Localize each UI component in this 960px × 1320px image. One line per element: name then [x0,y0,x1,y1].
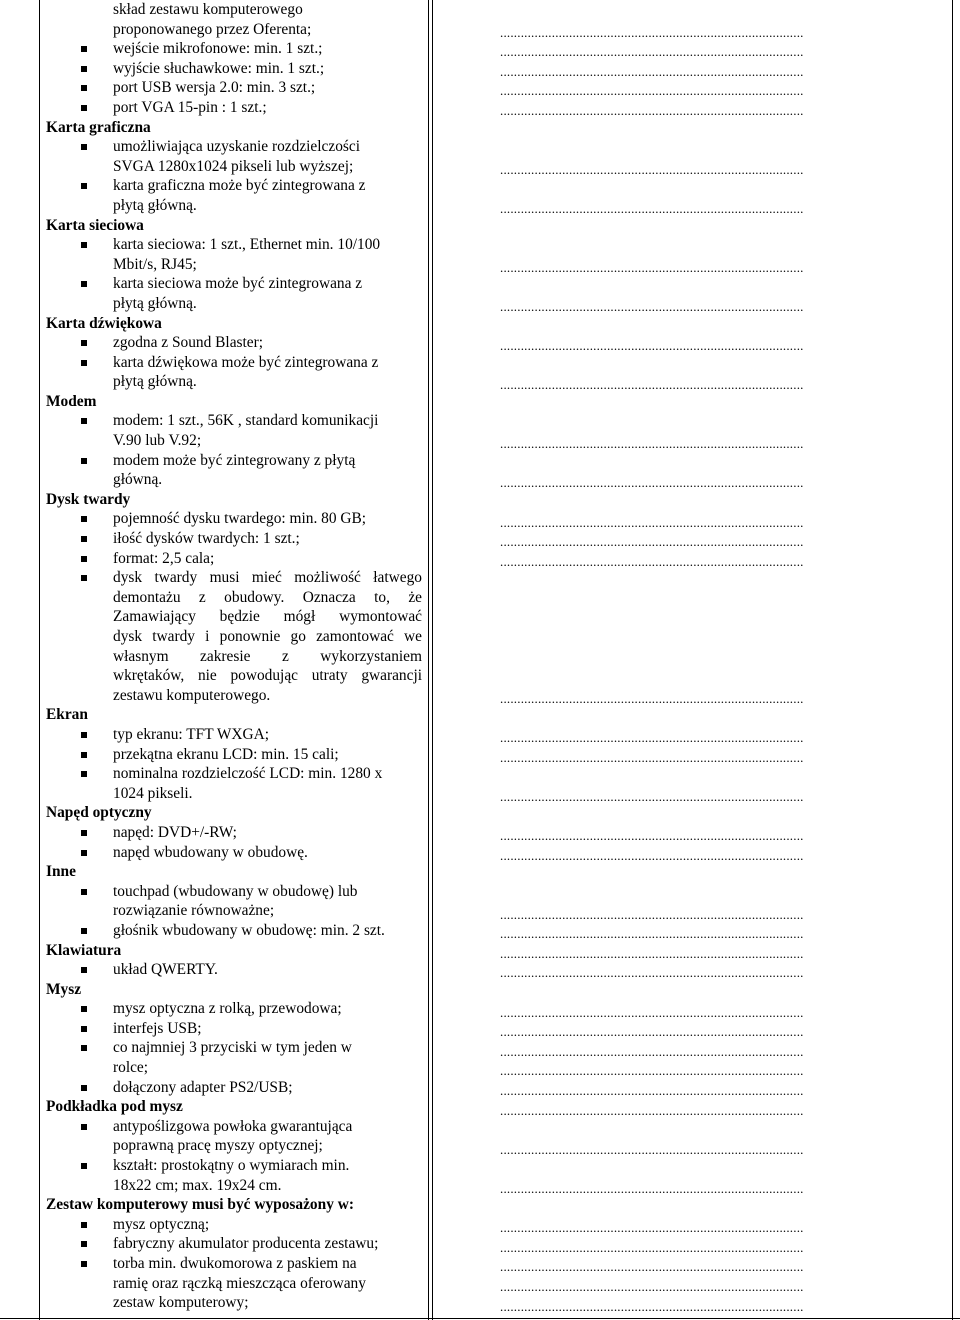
spec-line [46,1215,422,1235]
square-bullet-icon [81,1006,87,1012]
spec-line-text: dysk twardy i ponownie go zamontować we [113,628,422,645]
square-bullet-icon [81,1222,87,1228]
spec-line-text: karta graficzna może być zintegrowana z [113,177,366,195]
dot-leader-field: ........................................................................................ [500,945,804,961]
spec-line [46,509,422,529]
square-bullet-icon [81,928,87,934]
dot-leader-field: ........................................................................................ [500,1259,804,1275]
spec-line [46,568,422,588]
spec-line [46,725,422,745]
square-bullet-icon [81,66,87,72]
dot-leader-field: ........................................................................................ [500,1279,804,1294]
spec-line [46,901,422,921]
spec-line-text: zestawu komputerowego. [113,686,271,704]
square-bullet-icon [81,752,87,758]
spec-line [46,882,422,902]
square-bullet-icon [81,536,87,542]
spec-line-text: 18x22 cm; max. 19x24 cm. [113,1176,282,1194]
section-heading [46,216,422,236]
dot-leader-field: ........................................................................................ [500,63,804,79]
dot-leader-field: ........................................................................................ [500,1181,804,1196]
spec-line [46,59,422,79]
spec-line [46,176,422,196]
square-bullet-icon [81,105,87,111]
dot-leader-field: ........................................................................................ [500,514,804,530]
square-bullet-icon [81,850,87,856]
dot-leader-field: ........................................................................................ [500,965,804,981]
spec-line-text: pojemność dysku twardego: min. 80 GB; [113,510,367,528]
spec-line-text: proponowanego przez Oferenta; [113,20,312,38]
table-border-left [39,0,40,1320]
spec-line-text: Zamawiający będzie mógł wymontować [113,608,422,626]
spec-line-text: fabryczny akumulator producenta zestawu; [113,1235,379,1253]
spec-line-text: wejście mikrofonowe: min. 1 szt.; [113,40,323,58]
spec-line-text: nominalna rozdzielczość LCD: min. 1280 x [113,765,383,783]
square-bullet-icon [81,830,87,836]
spec-line-text: interfejs USB; [113,1019,202,1037]
dot-leader-field: ........................................................................................ [500,83,804,99]
spec-line [46,588,422,608]
spec-line-text: zgodna z Sound Blaster; [113,334,264,352]
section-heading [46,862,422,882]
spec-line [46,157,422,177]
spec-line-text: dysk twardy musi mieć możliwość łatwego [113,569,422,587]
section-heading-text: Karta dźwiękowa [46,314,162,332]
dot-leader-field: ........................................................................................ [500,789,804,804]
spec-line [46,960,422,980]
spec-line [46,1234,422,1254]
dot-leader-field: ........................................................................................ [500,161,804,177]
square-bullet-icon [81,360,87,366]
section-heading [46,490,422,510]
dot-leader-field: ........................................................................................ [500,1083,804,1098]
spec-line [46,607,422,627]
square-bullet-icon [81,889,87,895]
dot-leader-field: ........................................................................................ [500,1024,804,1040]
specification-column [46,0,422,1313]
spec-line [46,333,422,353]
spec-line [46,235,422,255]
dot-leader-field: ........................................................................................ [500,1043,804,1059]
section-heading [46,803,422,823]
spec-line [46,627,422,647]
dot-leader-field: ........................................................................................ [500,1102,804,1118]
spec-line-text: 1024 pikseli. [113,784,193,802]
spec-line-text: płytą główną. [113,196,197,214]
section-heading [46,118,422,138]
spec-line-text: rozwiązanie równoważne; [113,902,275,920]
dot-leader-field: ........................................................................................ [500,553,804,569]
spec-line [46,98,422,118]
dot-leader-field: ........................................................................................ [500,201,804,216]
square-bullet-icon [81,1045,87,1051]
dot-leader-field: ........................................................................................ [500,1063,804,1079]
dot-leader-field: ........................................................................................ [500,906,804,922]
section-heading-text: Karta sieciowa [46,216,144,234]
square-bullet-icon [81,575,87,581]
spec-line [46,647,422,667]
section-heading [46,1195,422,1215]
table-border-bottom [0,1318,960,1319]
square-bullet-icon [81,1026,87,1032]
spec-line-text: umożliwiająca uzyskanie rozdzielczości [113,138,360,156]
section-heading-text: Klawiatura [46,941,122,959]
spec-line [46,39,422,59]
spec-line [46,999,422,1019]
spec-line [46,372,422,392]
spec-line-text: co najmniej 3 przyciski w tym jeden w [113,1039,352,1057]
spec-line-text: dołączony adapter PS2/USB; [113,1078,293,1096]
spec-line-text: wyjście słuchawkowe: min. 1 szt.; [113,59,325,77]
dot-leader-field: ........................................................................................ [500,847,804,863]
spec-line-text: przekątna ekranu LCD: min. 15 cali; [113,745,339,763]
square-bullet-icon [81,281,87,287]
spec-line-text: iłość dysków twardych: 1 szt.; [113,530,300,548]
spec-line [46,745,422,765]
square-bullet-icon [81,1163,87,1169]
dot-leader-field: ........................................................................................ [500,691,804,706]
dot-leader-field: ........................................................................................ [500,44,804,60]
spec-line-text: napęd: DVD+/-RW; [113,823,237,841]
section-heading [46,941,422,961]
spec-line [46,353,422,373]
spec-line-text: płytą główną. [113,294,197,312]
section-heading [46,980,422,1000]
section-heading-text: Podkładka pod mysz [46,1098,183,1116]
spec-line [46,843,422,863]
square-bullet-icon [81,1085,87,1091]
spec-line [46,1293,422,1313]
spec-line-text: modem: 1 szt., 56K , standard komunikacji [113,412,379,430]
spec-line [46,196,422,216]
spec-line-text: port VGA 15-pin : 1 szt.; [113,98,267,116]
dot-leader-field: ........................................................................................ [500,436,804,452]
spec-line-text: modem może być zintegrowany z płytą [113,451,356,469]
spec-line [46,78,422,98]
dot-leader-field: ........................................................................................ [500,338,804,354]
spec-line-text: ramię oraz rączką mieszcząca oferowany [113,1274,366,1292]
table-border-middle [428,0,429,1320]
section-heading-text: Inne [46,863,76,881]
dot-leader-field: ........................................................................................ [500,1220,804,1236]
spec-line-text: antypoślizgowa powłoka gwarantująca [113,1117,353,1135]
spec-line [46,1117,422,1137]
spec-line [46,0,422,20]
spec-line-text: torba min. dwukomorowa z paskiem na [113,1255,357,1272]
dot-leader-field: ........................................................................................ [500,730,804,746]
square-bullet-icon [81,771,87,777]
spec-line-text: napęd wbudowany w obudowę. [113,843,308,861]
square-bullet-icon [81,732,87,738]
section-heading-text: Napęd optyczny [46,804,152,822]
spec-line [46,666,422,686]
section-heading [46,1097,422,1117]
square-bullet-icon [81,340,87,346]
dot-leader-field: ........................................................................................ [500,299,804,314]
spec-line-text: karta dźwiękowa może być zintegrowana z [113,353,379,371]
dot-leader-field: ........................................................................................ [500,24,804,40]
spec-line [46,1038,422,1058]
spec-line-text: główną. [113,471,163,489]
spec-line-text: własnym zakresie z wykorzystaniem [113,647,422,665]
dot-leader-field: ........................................................................................ [500,103,804,118]
dot-leader-field: ........................................................................................ [500,1298,804,1314]
spec-line-text: demontażu z obudowy. Oznacza to, że [113,588,422,606]
spec-line-text: głośnik wbudowany w obudowę: min. 2 szt. [113,921,385,939]
spec-line [46,1058,422,1078]
table-border-right [952,0,953,1320]
spec-line-text: płytą główną. [113,373,197,391]
square-bullet-icon [81,418,87,424]
spec-line [46,764,422,784]
section-heading-text: Dysk twardy [46,490,131,508]
spec-line-text: port USB wersja 2.0: min. 3 szt.; [113,79,316,97]
section-heading-text: Mysz [46,980,82,998]
spec-line [46,411,422,431]
spec-line [46,549,422,569]
spec-line [46,137,422,157]
spec-line [46,1156,422,1176]
spec-line [46,1274,422,1294]
square-bullet-icon [81,1124,87,1130]
section-heading-text: Modem [46,392,97,410]
dot-leader-field: ........................................................................................ [500,1141,804,1157]
dot-leader-field: ........................................................................................ [500,749,804,765]
section-heading [46,314,422,334]
spec-line [46,1019,422,1039]
spec-line-text: mysz optyczna z rolką, przewodowa; [113,1000,342,1018]
spec-line [46,20,422,40]
spec-line-text: skład zestawu komputerowego [113,1,303,18]
section-heading-text: Ekran [46,706,88,724]
square-bullet-icon [81,1241,87,1247]
spec-line [46,1254,422,1274]
spec-line-text: touchpad (wbudowany w obudowę) lub [113,882,358,900]
square-bullet-icon [81,516,87,522]
spec-line [46,470,422,490]
spec-line-text: poprawną pracę myszy optycznej; [113,1137,323,1155]
spec-line [46,1176,422,1196]
dot-leader-field: ........................................................................................ [500,475,804,491]
spec-line-text: V.90 lub V.92; [113,432,202,450]
dot-leader-field: ........................................................................................ [500,1239,804,1255]
dot-leader-field: ........................................................................................ [500,926,804,942]
square-bullet-icon [81,458,87,464]
section-heading [46,705,422,725]
spec-line [46,1078,422,1098]
spec-line [46,255,422,275]
spec-line-text: SVGA 1280x1024 pikseli lub wyższej; [113,157,354,175]
spec-line-text: format: 2,5 cala; [113,549,215,567]
spec-line [46,784,422,804]
spec-line-text: kształt: prostokątny o wymiarach min. [113,1157,350,1175]
square-bullet-icon [81,85,87,91]
spec-line [46,451,422,471]
spec-line-text: karta sieciowa: 1 szt., Ethernet min. 10/100 [113,236,381,254]
dot-leader-field: ........................................................................................ [500,1004,804,1020]
spec-line [46,921,422,941]
spec-line [46,823,422,843]
spec-line-text: rolce; [113,1059,149,1077]
spec-line-text: typ ekranu: TFT WXGA; [113,725,270,743]
square-bullet-icon [81,967,87,973]
spec-line [46,686,422,706]
spec-line [46,431,422,451]
section-heading-text: Zestaw komputerowy musi być wyposażony w: [46,1196,354,1214]
section-heading [46,392,422,412]
spec-line-text: zestaw komputerowy; [113,1294,249,1312]
spec-line-text: Mbit/s, RJ45; [113,255,197,273]
spec-line [46,274,422,294]
spec-line [46,294,422,314]
spec-line-text: mysz optyczną; [113,1215,210,1233]
section-heading-text: Karta graficzna [46,118,151,136]
dot-leader-field: ........................................................................................ [500,259,804,275]
table-border-inner [432,0,433,1320]
spec-line-text: wkrętaków, nie powodując utraty gwarancji [113,667,422,685]
spec-line-text: układ QWERTY. [113,961,218,979]
spec-line [46,529,422,549]
square-bullet-icon [81,46,87,52]
square-bullet-icon [81,556,87,562]
dot-leader-field: ........................................................................................ [500,534,804,550]
spec-line-text: karta sieciowa może być zintegrowana z [113,275,363,293]
square-bullet-icon [81,242,87,248]
square-bullet-icon [81,144,87,150]
dot-leader-field: ........................................................................................ [500,377,804,393]
square-bullet-icon [81,183,87,189]
square-bullet-icon [81,1261,87,1267]
spec-line [46,1136,422,1156]
dot-leader-field: ........................................................................................ [500,828,804,844]
